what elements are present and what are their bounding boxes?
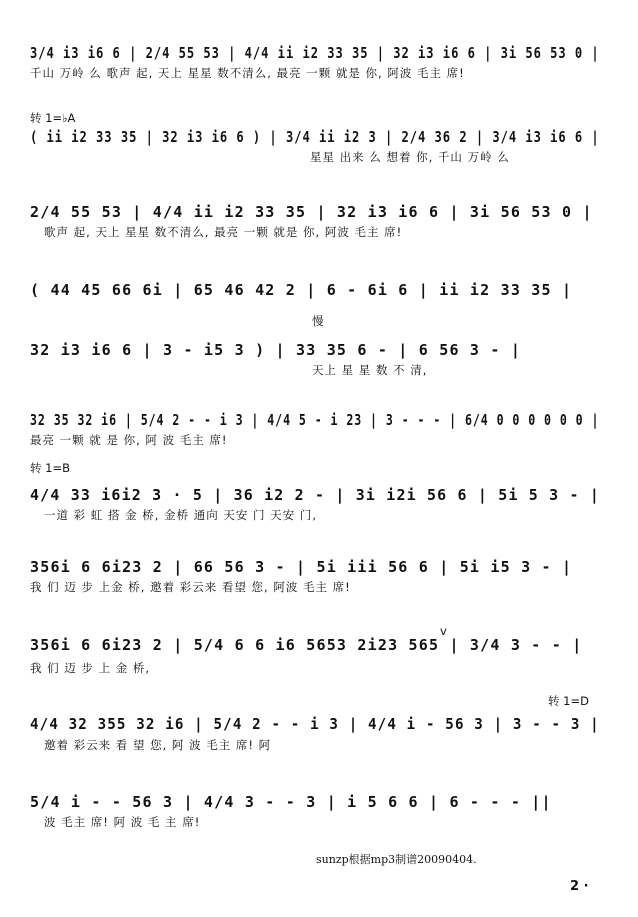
lyrics-line: 波 毛主 席! 阿 波 毛 主 席!: [44, 815, 201, 829]
lyrics-line: 歌声 起, 天上 星星 数不清么, 最亮 一颗 就是 你, 阿波 毛主 席!: [44, 225, 403, 239]
key-change-flat-a: 转 1=♭A: [30, 111, 76, 125]
lyrics-line: 我 们 迈 步 上金 桥, 邀着 彩云来 看望 您, 阿波 毛主 席!: [30, 580, 351, 594]
lyrics-line: 邀着 彩云来 看 望 您, 阿 波 毛主 席! 阿: [44, 738, 272, 752]
page-number: 2 ·: [570, 879, 589, 894]
notation-line: 5/4 i - - 56 3 | 4/4 3 - - 3 | i 5 6 6 | 6 - - - ||: [30, 793, 552, 811]
notation-line: ( 44 45 66 6i | 65 46 42 2 | 6 - 6i 6 | ii i2 33 35 |: [30, 281, 573, 299]
notation-line: ( ii i2 33 35 | 32 i3 i6 6 ) | 3/4 ii i2 3 | 2/4 36 2 | 3/4 i3 i6 6 |: [30, 128, 600, 146]
notation-line: 356i 6 6i23 2 | 5/4 6 6 i6 5653 2i23 565 | 3/4 3 - - |: [30, 636, 583, 654]
tempo-mark: 慢: [312, 314, 324, 328]
lyrics-line: 千山 万岭 么 歌声 起, 天上 星星 数不清么, 最亮 一颗 就是 你, 阿波 毛主 席!: [30, 66, 465, 80]
notation-line: 4/4 33 i6i2 3 · 5 | 36 i2 2 - | 3i i2i 56 6 | 5i 5 3 - |: [30, 486, 601, 504]
key-change-b: 转 1=B: [30, 461, 70, 475]
notation-line: 3/4 i3 i6 6 | 2/4 55 53 | 4/4 ii i2 33 35 | 32 i3 i6 6 | 3i 56 53 0 |: [30, 44, 600, 62]
lyrics-line: 最亮 一颗 就 是 你, 阿 波 毛主 席!: [30, 433, 228, 447]
notation-line: 32 i3 i6 6 | 3 - i5 3 ) | 33 35 6 - | 6 56 3 - |: [30, 341, 522, 359]
lyrics-line: 我 们 迈 步 上 金 桥,: [30, 661, 151, 675]
breath-mark: v: [440, 624, 447, 638]
key-change-d: 转 1=D: [548, 694, 589, 708]
lyrics-line: 一道 彩 虹 搭 金 桥, 金桥 通向 天安 门 天安 门,: [44, 508, 318, 522]
footer-credit: sunzp根据mp3制谱20090404.: [316, 853, 477, 866]
notation-line: 356i 6 6i23 2 | 66 56 3 - | 5i iii 56 6 | 5i i5 3 - |: [30, 558, 573, 576]
notation-line: 2/4 55 53 | 4/4 ii i2 33 35 | 32 i3 i6 6 | 3i 56 53 0 |: [30, 203, 593, 221]
lyrics-line: 天上 星 星 数 不 清,: [312, 363, 428, 377]
notation-line: 32 35 32 i6 | 5/4 2 - - i 3 | 4/4 5 - i 23 | 3 - - - | 6/4 0 0 0 0 0 0 |: [30, 411, 600, 429]
notation-line: 4/4 32 355 32 i6 | 5/4 2 - - i 3 | 4/4 i - 56 3 | 3 - - 3 |: [30, 715, 600, 733]
lyrics-line: 星星 出来 么 想着 你, 千山 万岭 么: [310, 150, 510, 164]
